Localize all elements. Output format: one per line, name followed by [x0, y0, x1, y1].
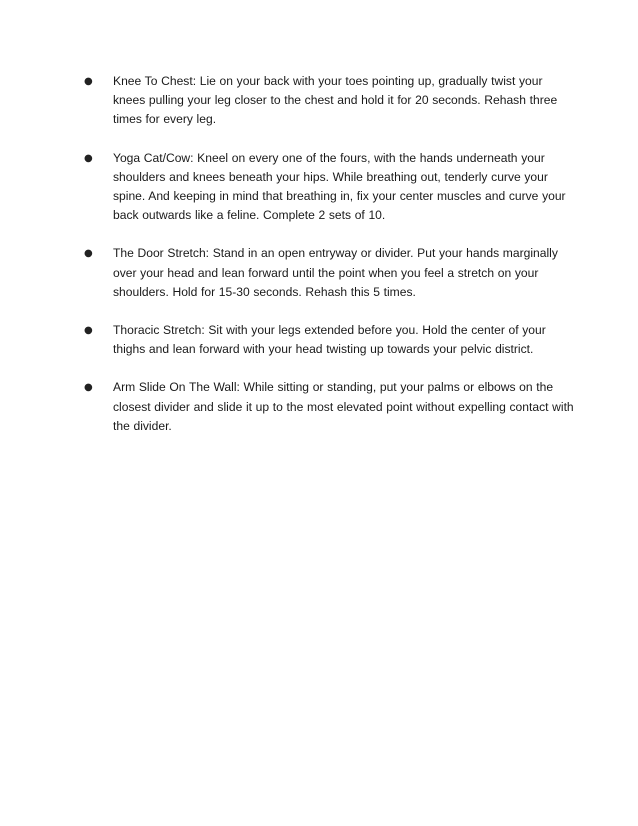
bullet-icon: ● — [84, 382, 93, 394]
list-item-text: Thoracic Stretch: Sit with your legs extended before you. Hold the center of your thighs and lean forward with your head twisting up towards your pelvic district. — [113, 323, 546, 357]
list-item-text: Yoga Cat/Cow: Kneel on every one of the fours, with the hands underneath your shoulders and knees beneath your hips. While breathing out, tenderly curve your spine. And keeping in mind that breathing in, fix your center muscles and curve your back outwards like a feline. Complete 2 sets of 10. — [113, 150, 566, 223]
list-item-knee-to-chest — [84, 72, 574, 130]
list-item-arm-slide — [84, 378, 574, 436]
bullet-icon: ● — [84, 325, 93, 337]
list-item-text: Arm Slide On The Wall: While sitting or standing, put your palms or elbows on the closest divider and slide it up to the most elevated point without expelling contact with the divider. — [113, 380, 574, 433]
list-item-text: The Door Stretch: Stand in an open entryway or divider. Put your hands marginally over your head and lean forward until the point when you feel a stretch on your shoulders. Hold for 15-30 seconds. Rehash this 5 times. — [113, 246, 558, 299]
bullet-icon: ● — [84, 248, 93, 260]
list-item-thoracic-stretch — [84, 321, 574, 359]
list-item-yoga-cat-cow — [84, 149, 574, 226]
bullet-icon: ● — [84, 152, 93, 164]
exercise-bullet-list — [84, 72, 574, 455]
list-item-door-stretch — [84, 244, 574, 302]
bullet-icon: ● — [84, 76, 93, 87]
list-item-text: Knee To Chest: Lie on your back with your toes pointing up, gradually twist your knees pulling your leg closer to the chest and hold it for 20 seconds. Rehash three times for every leg. — [113, 74, 558, 127]
